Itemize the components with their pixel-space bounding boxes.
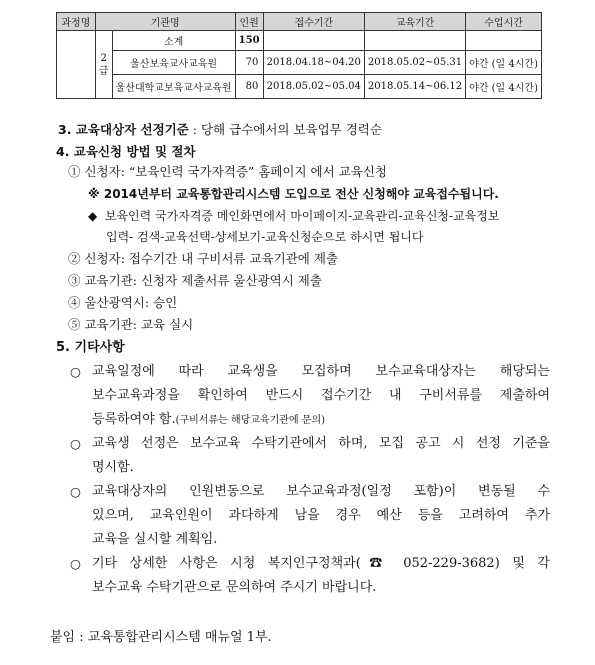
notice: ※ 2014년부터 교육통합관리시스템 도입으로 전산 신청해야 교육접수됩니다. — [88, 187, 499, 201]
cell-apply: 2018.04.18~04.20 — [263, 51, 364, 75]
cell-edu: 2018.05.14~06.12 — [364, 75, 465, 99]
step-3: ③ 교육기관: 신청자 제출서류 울산광역시 제출 — [68, 273, 322, 288]
cell-subtotal-label: 소계 — [112, 31, 235, 51]
cell-time: 야간 (일 4시간) — [466, 75, 542, 99]
circle-bullet-icon: ○ — [70, 436, 81, 451]
table-row — [57, 75, 542, 99]
col-time: 수업시간 — [466, 13, 542, 31]
para-1-note: (구비서류는 해당교육기관에 문의) — [175, 415, 326, 426]
path-line-1: ◆ 보육인력 국가자격증 메인화면에서 마이페이지-교육관리-교육신청-교육정보 — [88, 209, 500, 223]
cell-count: 80 — [235, 75, 263, 99]
para-4-line-1: 기타 상세한 사항은 시청 복지인구정책과(☎ 052-229-3682) 및 각 — [92, 556, 550, 571]
para-2-line-1: 교육생 선정은 보수교육 수탁기관에서 하며, 모집 공고 시 선정 기준을 — [92, 436, 550, 451]
para-1-line-1: 교육일정에 따라 교육생을 모집하며 보수교육대상자는 해당되는 — [92, 364, 550, 379]
circle-bullet-icon: ○ — [70, 484, 81, 499]
para-3-line-3: 교육을 실시할 계획임. — [92, 532, 218, 547]
table-row-subtotal — [57, 31, 542, 51]
step-4: ④ 울산광역시: 승인 — [68, 295, 178, 310]
cell-time: 야간 (일 4시간) — [466, 51, 542, 75]
circle-bullet-icon: ○ — [70, 556, 81, 571]
cell-edu: 2018.05.02~05.31 — [364, 51, 465, 75]
circle-bullet-icon: ○ — [70, 364, 81, 379]
table-header-row — [57, 13, 542, 31]
section-5-title: 5. 기타사항 — [56, 340, 125, 355]
cell-count: 70 — [235, 51, 263, 75]
para-4-line-2: 보수교육 수탁기관으로 문의하여 주시기 바랍니다. — [92, 580, 377, 595]
col-count: 인원 — [235, 13, 263, 31]
col-edu: 교육기간 — [364, 13, 465, 31]
section-3-text: : 당해 급수에서의 보육업무 경력순 — [188, 122, 382, 137]
para-1-line-2: 보수교육과정을 확인하여 반드시 접수기간 내 구비서류를 제출하여 — [92, 388, 550, 403]
step-2: ② 신청자: 접수기간 내 구비서류 교육기관에 제출 — [68, 251, 338, 266]
diamond-bullet-icon: ◆ — [88, 209, 98, 223]
para-1-line-3: 등록하여야 함.(구비서류는 해당교육기관에 문의) — [92, 412, 326, 427]
table-row — [57, 51, 542, 75]
attachment-note: 붙임 : 교육통합관리시스템 매뉴얼 1부. — [50, 630, 272, 645]
cell-blank — [57, 31, 96, 99]
section-4-title: 4. 교육신청 방법 및 절차 — [56, 144, 196, 159]
path-line-2: 입력- 검색-교육선택-상세보기-교육신청순으로 하시면 됩니다 — [106, 230, 424, 244]
section-3 — [58, 122, 382, 138]
col-course: 과정명 — [57, 13, 96, 31]
para-3-line-1: 교육대상자의 인원변동으로 보수교육과정(일정 포함)이 변동될 수 — [92, 484, 550, 499]
step-1: ① 신청자: “보육인력 국가자격증” 홈페이지 에서 교육신청 — [68, 164, 387, 179]
para-3-line-2: 있으며, 교육인원이 과다하게 남을 경우 예산 등을 고려하여 추가 — [92, 508, 550, 523]
col-apply: 접수기간 — [263, 13, 364, 31]
section-3-title: 3. 교육대상자 선정기준 — [58, 122, 189, 137]
col-org: 기관명 — [95, 13, 235, 31]
step-5: ⑤ 교육기관: 교육 실시 — [68, 317, 194, 332]
cell-org: 울산대학교보육교사교육원 — [112, 75, 235, 99]
para-2-line-2: 명시함. — [92, 460, 134, 475]
schedule-table — [56, 12, 542, 99]
cell-apply: 2018.05.02~05.04 — [263, 75, 364, 99]
cell-org: 울산보육교사교육원 — [112, 51, 235, 75]
cell-subtotal-count: 150 — [235, 31, 263, 51]
cell-level: 2 급 — [95, 31, 112, 99]
